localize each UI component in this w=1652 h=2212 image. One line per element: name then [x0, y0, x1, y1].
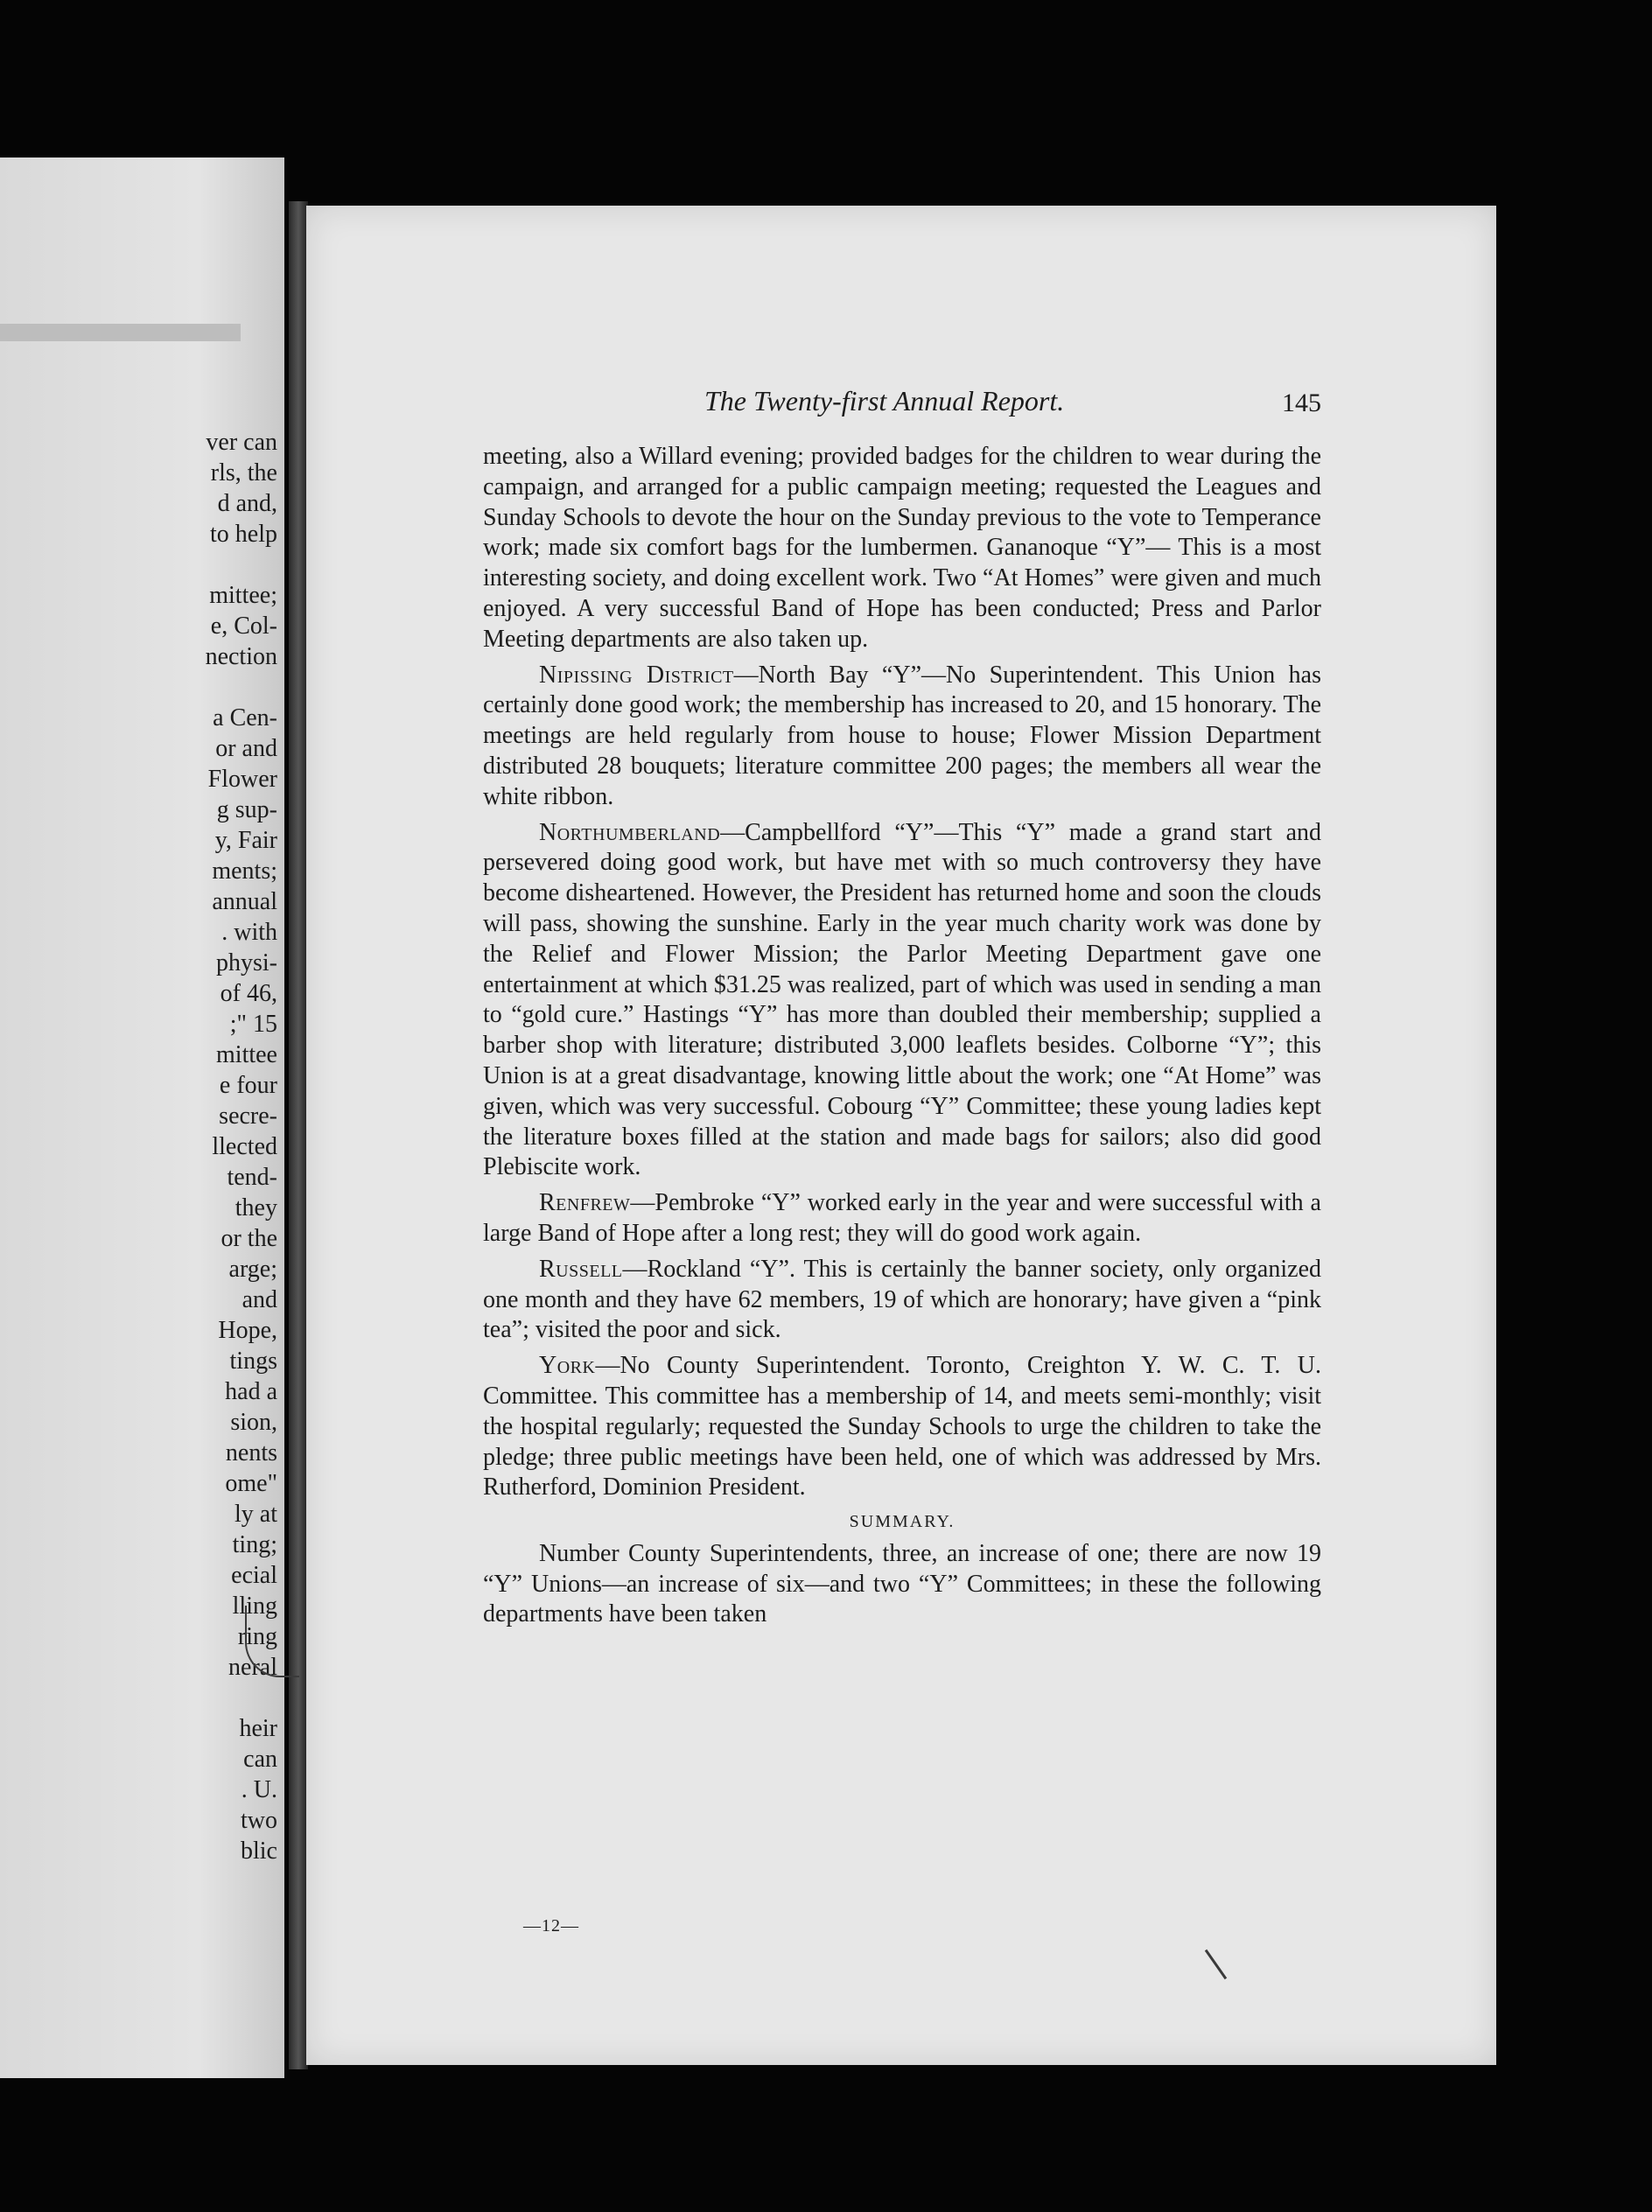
left-page-fragment: y, Fair — [214, 827, 277, 854]
section-heading: Russell — [539, 1255, 623, 1283]
left-page-fragment: ly at — [234, 1501, 277, 1528]
left-page-fragment: arge; — [228, 1256, 277, 1283]
section-heading: York — [539, 1352, 596, 1380]
left-page — [0, 158, 284, 2078]
paragraph-text: —North Bay “Y”—No Superintendent. This Union has certainly done good work; the membership has increased to 20, and 15 honorary. The meetings are held regularly from house to house; Flower Mission Department distributed 28 bouquets; literature committee 200 pages; the members all wear the white ribbon. — [483, 661, 1322, 810]
left-page-fragment: neral — [228, 1654, 277, 1681]
left-page-fragment: of 46, — [220, 980, 277, 1007]
left-page-fragment: tend- — [227, 1164, 277, 1191]
paragraph-york — [483, 1351, 1321, 1503]
left-page-fragment: had a — [225, 1378, 277, 1405]
left-page-fragment: to help — [210, 521, 277, 548]
paragraph-text: —Campbellford “Y”—This “Y” made a grand start and persevered doing good work, but have met with so much controversy they have become disheartened. However, the President has returned home and soon the clouds will pass, showing the sunshine. Early in the year much charity work was done by the Relief and Flower Mission; the Parlor Meeting Department gave one entertainment at which $31.25 was realized, part of which was used in sending a man to “gold cure.” Hastings “Y” has more than doubled their membership; supplied a barber shop with literature; distributed 3,000 leaflets besides. Colborne “Y”; this Union is at a great disadvantage, knowing little about the work; one “At Home” was given, which was very successful. Cobourg “Y” Committee; these young ladies kept the literature boxes filled at the station and made bags for sailors; also did good Plebiscite work. — [483, 818, 1321, 1181]
page-number: 145 — [1282, 388, 1321, 417]
left-page-fragment: Flower — [207, 766, 277, 793]
body-text — [483, 442, 1321, 1630]
left-page-fragment: Hope, — [218, 1317, 277, 1344]
left-page-fragment: ;" 15 — [229, 1011, 277, 1038]
paragraph-summary — [483, 1539, 1321, 1630]
left-page-fragment — [102, 1683, 277, 1713]
left-page-fragment: and — [235, 1286, 277, 1313]
left-page-fragment — [102, 672, 277, 703]
left-page-fragment: ver can — [206, 429, 277, 456]
left-page-fragment: heir — [239, 1715, 277, 1742]
left-page-fragment: rls, the — [210, 459, 277, 486]
left-page-fragment: . with — [221, 919, 277, 946]
running-title: The Twenty-first Annual Report. — [704, 385, 1065, 416]
left-page-fragment: mittee; — [209, 582, 277, 609]
left-page-fragment: a Cen- — [213, 704, 277, 732]
paragraph-continuation — [483, 442, 1321, 655]
left-page-fragment: or the — [220, 1225, 277, 1252]
left-page-fragment: . U. — [241, 1776, 277, 1803]
paragraph-text: —Rockland “Y”. This is certainly the banner society, only organized one month and they have 62 members, 19 of which are honorary; have given a “pink tea”; visited the poor and sick. — [483, 1255, 1321, 1344]
left-page-fragment: mittee — [216, 1041, 277, 1068]
summary-heading: SUMMARY. — [849, 1512, 956, 1532]
left-page-fragment: nection — [205, 643, 277, 670]
paragraph-text: —No County Superintendent. Toronto, Creighton Y. W. C. T. U. Committee. This committee has a membership of 14, and meets semi-monthly; visit the hospital regularly; requested the Sunday Schools to urge the children to take the pledge; three public meetings have been held, one of which was addressed by Mrs. Rutherford, Dominion President. — [483, 1352, 1321, 1502]
left-page-fragment: llected — [212, 1133, 277, 1160]
left-page-fragment: tings — [229, 1348, 277, 1375]
section-heading: Renfrew — [539, 1189, 631, 1217]
left-page-fragment: nents — [225, 1439, 277, 1466]
left-page-fragment: e, Col- — [210, 612, 277, 640]
folio-signature: —12— — [523, 1916, 579, 1936]
paragraph-text: meeting, also a Willard evening; provided badges for the children to wear during the campaign, and arranged for a public campaign meeting; requested the Leagues and Sunday Schools to devote the hour on the Sunday previous to the vote to Temperance work; made six comfort bags for the lumbermen. Gananoque “Y”— This is a most interesting society, and doing excellent work. Two “At Homes” were given and much enjoyed. A very successful Band of Hope has been conducted; Press and Parlor Meeting departments are also taken up. — [483, 443, 1321, 653]
left-page-fragment: ting; — [232, 1531, 277, 1558]
paragraph-renfrew — [483, 1188, 1321, 1250]
section-heading: Northumberland — [539, 818, 721, 846]
left-page-fragment: sion, — [230, 1409, 277, 1436]
left-page-fragment: they — [228, 1194, 277, 1222]
left-page-fragment: blic — [241, 1838, 277, 1865]
left-page-fragment: e four — [219, 1072, 277, 1099]
paragraph-text: Number County Superintendents, three, an increase of one; there are now 19 “Y” Unions—an increase of six—and two “Y” Committees; in these the following departments have been taken — [483, 1539, 1321, 1628]
left-page-fragment: ments; — [212, 858, 277, 885]
page-edge — [0, 324, 241, 341]
left-page-fragment: or and — [215, 735, 277, 762]
pencil-mark — [1205, 1950, 1227, 1979]
left-page-fragment: two — [241, 1807, 277, 1834]
left-page-fragment: annual — [212, 888, 277, 915]
left-page-fragment: lling — [232, 1592, 277, 1620]
left-page-fragment: can — [243, 1746, 277, 1773]
left-page-fragment: d and, — [217, 490, 277, 517]
left-page-fragment: ome" — [225, 1470, 277, 1497]
right-page — [306, 206, 1496, 2065]
book-gutter — [289, 201, 308, 2069]
paragraph-russell — [483, 1255, 1321, 1346]
left-page-fragment: ecial — [231, 1562, 277, 1589]
left-page-fragment: ring — [237, 1623, 277, 1650]
paragraph-northumberland — [483, 818, 1321, 1184]
left-page-fragment: secre- — [219, 1102, 277, 1130]
section-heading: Nipissing District — [539, 661, 734, 689]
paragraph-text: —Pembroke “Y” worked early in the year and were successful with a large Band of Hope after a long rest; they will do good work again. — [483, 1189, 1321, 1247]
running-head — [306, 385, 1321, 420]
paragraph-nipissing — [483, 661, 1321, 813]
left-page-fragment: physi- — [216, 949, 277, 976]
left-page-fragment: g sup- — [216, 796, 277, 823]
left-page-fragment — [102, 550, 277, 580]
